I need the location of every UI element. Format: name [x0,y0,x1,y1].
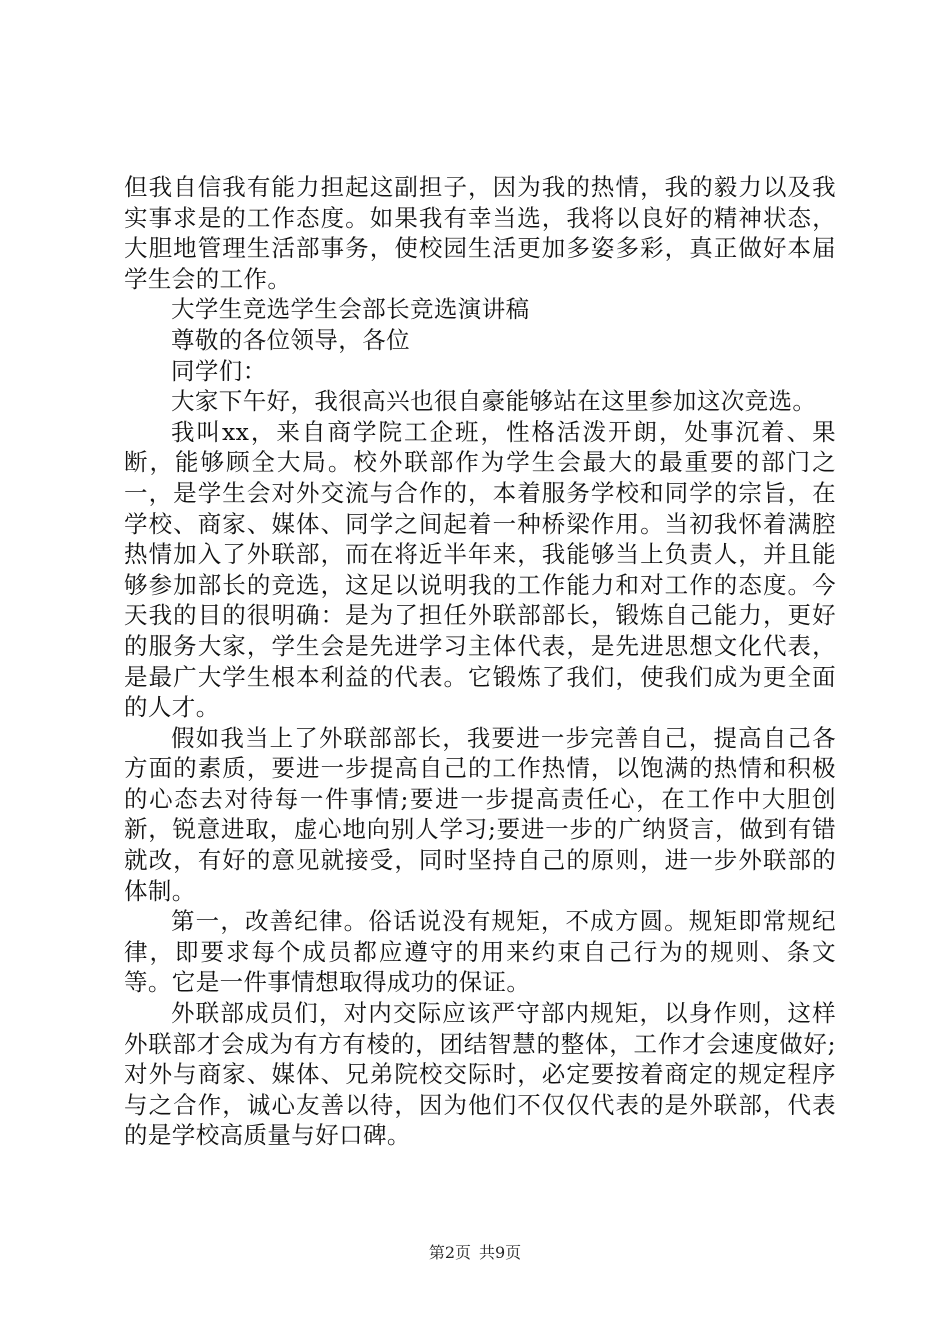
page-footer [0,1243,950,1263]
paragraph-greeting: 大家下午好，我很高兴也很自豪能够站在这里参加这次竞选。 [171,387,817,416]
paragraph-members: 外联部成员们，对内交际应该严守部内规矩，以身作则，这样外联部才会成为有方有棱的，团结智慧的整体，工作才会速度做好;对外与商家、媒体、兄弟院校交际时，必定要按着商定的规定程序与之合作，诚心友善以待，因为他们不仅仅代表的是外联部，代表的是学校高质量与好口碑。 [124,999,836,1150]
speech-title: 大学生竞选学生会部长竞选演讲稿 [171,295,530,324]
paragraph-introduction: 我叫xx，来自商学院工企班，性格活泼开朗，处事沉着、果断，能够顾全大局。校外联部作为学生会最大的最重要的部门之一，是学生会对外交流与合作的，本着服务学校和同学的宗旨，在学校、商家、媒体、同学之间起着一种桥梁作用。当初我怀着满腔热情加入了外联部，而在将近半年来，我能够当上负责人，并且能够参加部长的竞选，这足以说明我的工作能力和对工作的态度。今天我的目的很明确：是为了担任外联部部长，锻炼自己能力，更好的服务大家，学生会是先进学习主体代表，是先进思想文化代表，是最广大学生根本利益的代表。它锻炼了我们，使我们成为更全面的人才。 [124,417,836,722]
paragraph-continuation: 但我自信我有能力担起这副担子，因为我的热情，我的毅力以及我实事求是的工作态度。如果我有幸当选，我将以良好的精神状态，大胆地管理生活部事务，使校园生活更加多姿多彩，真正做好本届学生会的工作。 [124,173,836,293]
salutation-line-1: 尊敬的各位领导，各位 [171,325,410,354]
page-number: 第2页 [428,1243,471,1262]
paragraph-plans: 假如我当上了外联部部长，我要进一步完善自己，提高自己各方面的素质，要进一步提高自己的工作热情，以饱满的热情和积极的心态去对待每一件事情;要进一步提高责任心，在工作中大胆创新，锐意进取，虚心地向别人学习;要进一步的广纳贤言，做到有错就改，有好的意见就接受，同时坚持自己的原则，进一步外联部的体制。 [124,723,836,905]
document-body [124,172,836,1151]
salutation-line-2: 同学们： [171,356,267,385]
paragraph-discipline: 第一，改善纪律。俗话说没有规矩，不成方圆。规矩即常规纪律，即要求每个成员都应遵守的用来约束自己行为的规则、条文等。它是一件事情想取得成功的保证。 [124,907,836,997]
page-total: 共9页 [479,1243,522,1262]
